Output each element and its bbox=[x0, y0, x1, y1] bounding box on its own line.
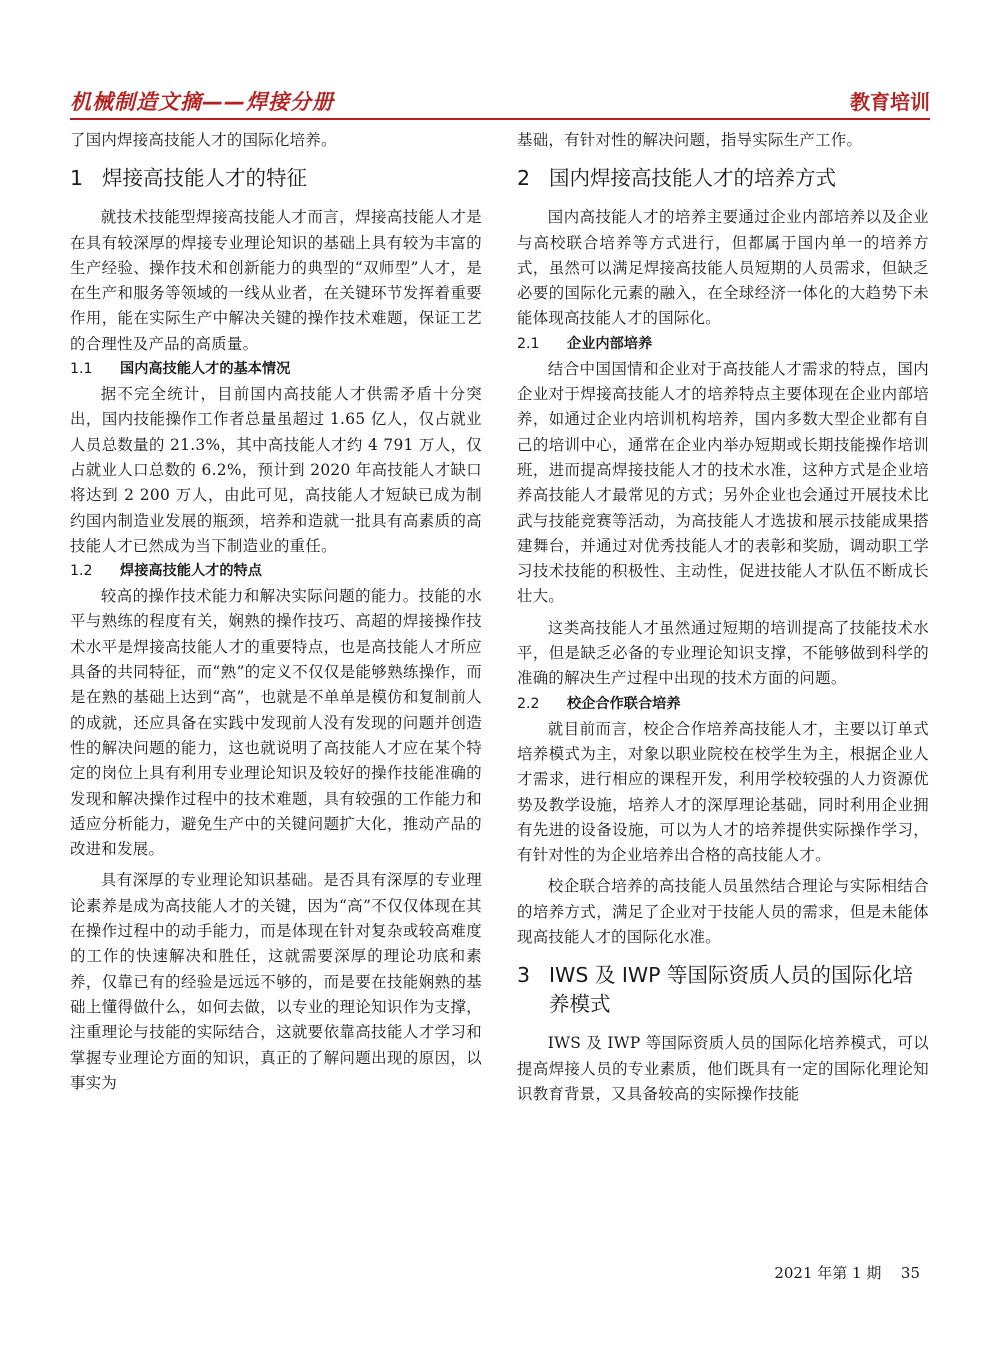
subsection-title: 企业内部培养 bbox=[567, 335, 653, 352]
journal-title: 机械制造文摘——焊接分册 bbox=[70, 90, 334, 114]
section-heading-1 bbox=[70, 164, 482, 193]
subsection-heading-1-2 bbox=[70, 559, 482, 584]
subsection-number: 2.2 bbox=[517, 695, 540, 712]
paragraph: 具有深厚的专业理论知识基础。是否具有深厚的专业理论素养是成为高技能人才的关键，因为“高”不仅仅体现在其在操作过程中的动手能力，而是体现在针对复杂或较高难度的工作的快速解决和胜任，这就需要深厚的理论功底和素养，仅靠已有的经验是远远不够的，而是要在技能娴熟的基础上懂得做什么，如何去做，以专业的理论知识作为支撑，注重理论与技能的实际结合，这就要依靠高技能人才学习和掌握专业理论方面的知识，真正的了解问题出现的原因，以事实为 bbox=[70, 871, 482, 1092]
section-number: 2 bbox=[517, 166, 531, 191]
section-heading-3 bbox=[517, 961, 929, 1019]
running-header bbox=[70, 86, 930, 120]
subsection-heading-2-2 bbox=[517, 692, 929, 717]
subsection-number: 1.1 bbox=[70, 361, 93, 378]
section-title: 国内焊接高技能人才的培养方式 bbox=[549, 166, 836, 191]
subsection-number: 1.2 bbox=[70, 563, 93, 580]
subsection-title: 焊接高技能人才的特点 bbox=[120, 563, 262, 580]
paragraph: 就目前而言，校企合作培养高技能人才，主要以订单式培养模式为主，对象以职业院校在校学生为主，根据企业人才需求，进行相应的课程开发，利用学校较强的人力资源优势及教学设施，培养人才的深厚理论基础，同时利用企业拥有先进的设备设施，可以为人才的培养提供实际操作学习，有针对性的为企业培养出合格的高技能人才。 bbox=[517, 719, 929, 865]
subsection-heading-1-1 bbox=[70, 357, 482, 382]
left-column bbox=[70, 128, 482, 1096]
paragraph: 了国内焊接高技能人才的国际化培养。 bbox=[70, 131, 337, 149]
subsection-heading-2-1 bbox=[517, 332, 929, 357]
subsection-title: 校企合作联合培养 bbox=[567, 695, 681, 712]
paragraph: IWS 及 IWP 等国际资质人员的国际化培养模式，可以提高焊接人员的专业素质，他们既具有一定的国际化理论知识教育背景，又具备较高的实际操作技能 bbox=[517, 1034, 929, 1103]
paragraph: 较高的操作技术能力和解决实际问题的能力。技能的水平与熟练的程度有关，娴熟的操作技巧、高超的焊接操作技术水平是焊接高技能人才的重要特点，也是高技能人才所应具备的共同特征，而“熟”的定义不仅仅是能够熟练操作，而是在熟的基础上达到“高”，也就是不单单是模仿和复制前人的成就，还应具备在实践中发现前人没有发现的问题并创造性的解决问题的能力，这也就说明了高技能人才应在某个特定的岗位上具有利用专业理论知识及较好的操作技能准确的发现和解决操作过程中的技术难题，具有较强的工作能力和适应分析能力，避免生产中的关键问题扩大化，推动产品的改进和发展。 bbox=[70, 587, 482, 859]
page-number: 35 bbox=[900, 1264, 920, 1282]
paragraph: 就技术技能型焊接高技能人才而言，焊接高技能人才是在具有较深厚的焊接专业理论知识的基础上具有较为丰富的生产经验、操作技术和创新能力的典型的“双师型”人才，是在生产和服务等领域的一线从业者，在关键环节发挥着重要作用，能在实际生产中解决关键的操作技术难题，保证工艺的合理性及产品的高质量。 bbox=[70, 208, 482, 353]
page-footer bbox=[774, 1262, 920, 1283]
paragraph: 国内高技能人才的培养主要通过企业内部培养以及企业与高校联合培养等方式进行，但都属于国内单一的培养方式，虽然可以满足焊接高技能人员短期的人员需求，但缺乏必要的国际化元素的融入，在全球经济一体化的大趋势下未能体现高技能人才的国际化。 bbox=[517, 208, 929, 328]
paragraph: 结合中国国情和企业对于高技能人才需求的特点，国内企业对于焊接高技能人才的培养特点主要体现在企业内部培养，如通过企业内培训机构培养，国内多数大型企业都有自己的培训中心，通常在企业内举办短期或长期技能操作培训班，进而提高焊接技能人才的技术水准，这种方式是企业培养高技能人才最常见的方式；另外企业也会通过开展技术比武与技能竞赛等活动，为高技能人才选拔和展示技能成果搭建舞台，并通过对优秀技能人才的表彰和奖励，调动职工学习技术技能的积极性、主动性，促进技能人才队伍不断成长壮大。 bbox=[517, 359, 929, 606]
paragraph: 据不完全统计，目前国内高技能人才供需矛盾十分突出，国内技能操作工作者总量虽超过 1.65 亿人，仅占就业人员总数量的 21.3%，其中高技能人才约 4 791 万人，仅占就业人口总数的 6.2%，预计到 2020 年高技能人才缺口将达到 2 200 万人，由此可见，高技能人才短缺已成为制约国内制造业发展的瓶颈，培养和造就一批具有高素质的高技能人才已然成为当下制造业的重任。 bbox=[70, 385, 482, 555]
paragraph: 校企联合培养的高技能人员虽然结合理论与实际相结合的培养方式，满足了企业对于技能人员的需求，但是未能体现高技能人才的国际化水准。 bbox=[517, 877, 929, 947]
paragraph: 这类高技能人才虽然通过短期的培训提高了技能技术水平，但是缺乏必备的专业理论知识支撑，不能够做到科学的准确的解决生产过程中出现的技术方面的问题。 bbox=[517, 618, 929, 688]
subsection-number: 2.1 bbox=[517, 335, 540, 352]
section-title: 焊接高技能人才的特征 bbox=[102, 166, 307, 191]
section-heading-2 bbox=[517, 164, 929, 193]
header-rule bbox=[70, 118, 930, 120]
paragraph: 基础，有针对性的解决问题，指导实际生产工作。 bbox=[517, 131, 863, 149]
issue-label: 2021 年第 1 期 bbox=[774, 1264, 882, 1282]
section-tag: 教育培训 bbox=[850, 90, 930, 114]
subsection-title: 国内高技能人才的基本情况 bbox=[120, 361, 291, 378]
section-number: 3 bbox=[517, 963, 531, 988]
right-column bbox=[517, 128, 929, 1107]
section-number: 1 bbox=[70, 166, 84, 191]
section-title: IWS 及 IWP 等国际资质人员的国际化培养模式 bbox=[549, 963, 914, 1017]
